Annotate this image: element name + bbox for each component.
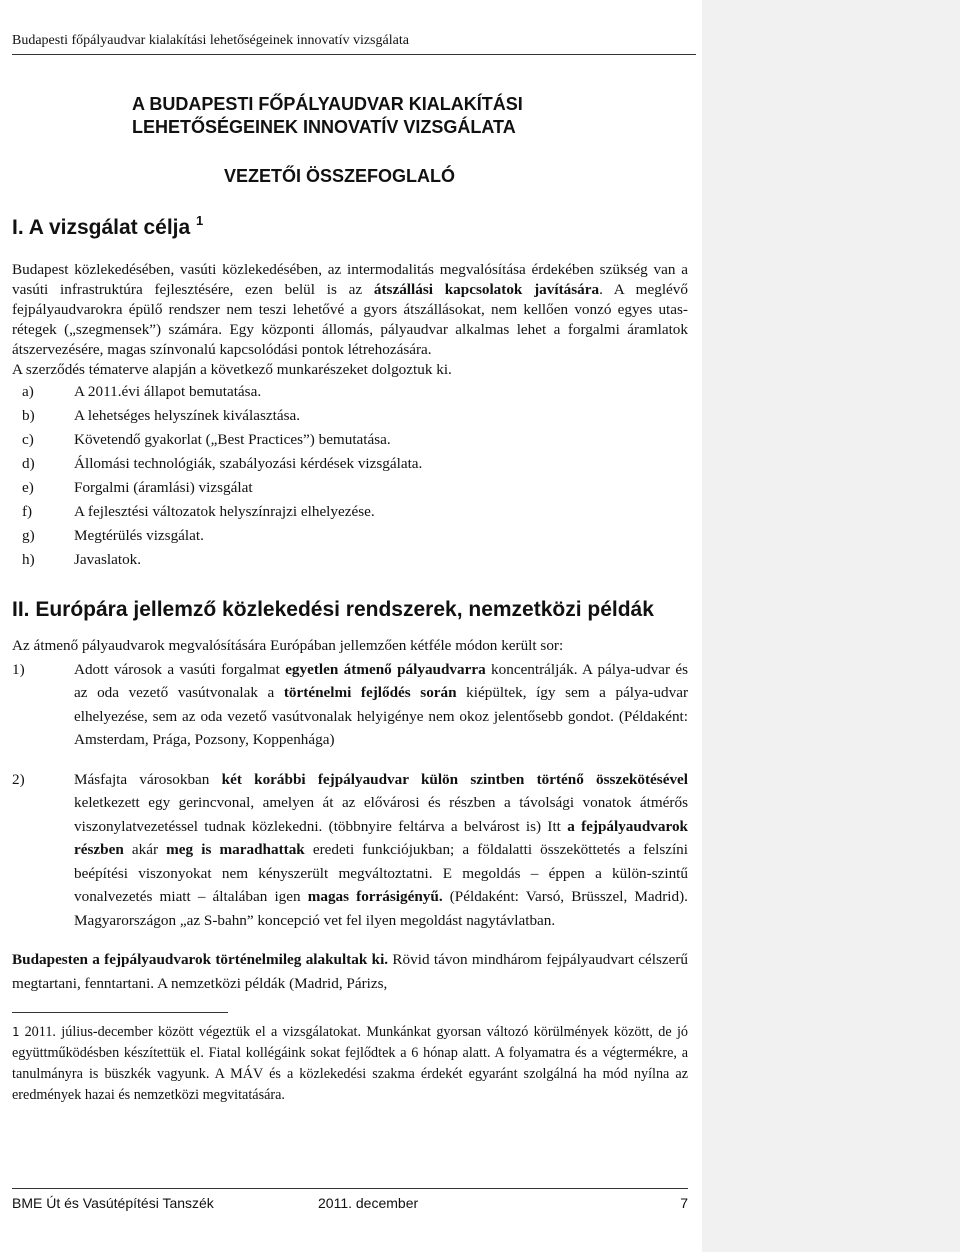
title-line-2: LEHETŐSÉGEINEK INNOVATÍV VIZSGÁLATA <box>132 117 516 137</box>
task-list <box>12 380 688 572</box>
section-2-closing <box>12 948 688 995</box>
footnote-text: 2011. július-december között végeztük el a vizsgálatokat. Munkánkat gyorsan változó körülmények között, de jó együttműködésben készítettük el. Fiatal kollégáink sokat fejlődtek a 6 hónap alatt. A folyamatra és a végtermékre, a tanulmányra is büszkék vagyunk. A MÁV és a közlekedési szakma érdekét egyaránt szolgálná ha mód nyílna az eredmények hazai és nemzetközi megvitatására. <box>12 1024 688 1103</box>
footnote-reference: 1 <box>196 213 204 228</box>
list-key: d) <box>22 455 35 472</box>
text: Rövid távon mindhárom fejpályaudvart célszerű megtartani, fenntartani. A nemzetközi példák (Madrid, Párizs, <box>12 951 688 992</box>
title-line-1: A BUDAPESTI FŐPÁLYAUDVAR KIALAKÍTÁSI <box>132 94 523 114</box>
list-item <box>12 452 688 476</box>
section-2-heading: II. Európára jellemző közlekedési rendszerek, nemzetközi példák <box>12 598 654 621</box>
bold-text: Budapesten a fejpályaudvarok történelmileg alakultak ki. <box>12 951 389 968</box>
list-text: A 2011.évi állapot bemutatása. <box>74 383 262 400</box>
item-number: 1) <box>12 660 25 678</box>
list-text: Követendő gyakorlat („Best Practices”) bemutatása. <box>74 431 391 448</box>
bold-text: magas forrásigényű. <box>307 888 443 905</box>
list-key: c) <box>22 431 34 448</box>
spacer <box>12 752 688 768</box>
item-number: 2) <box>12 770 25 788</box>
text: (Példaként: Varsó, Brüsszel, Madrid). Magyarországon „az S-bahn” koncepció vet fel ilyen megoldást nagytávlatban. <box>74 888 688 929</box>
footnote-mark: 1 <box>12 1025 20 1039</box>
section-1-paragraph-1 <box>12 260 688 360</box>
list-key: f) <box>22 503 33 520</box>
bold-text: meg is maradhattak <box>166 841 305 858</box>
list-item <box>12 500 688 524</box>
text: Másfajta városokban <box>74 770 222 788</box>
text: Budapest közlekedésében, vasúti közlekedésében, az intermodalitás megvalósítása érdekében szükség van a vasúti infrastruktúra fejlesztésére, ezen belül is az <box>12 261 688 298</box>
list-key: h) <box>22 551 35 568</box>
list-text: Forgalmi (áramlási) vizsgálat <box>74 479 253 496</box>
footer-organization: BME Út és Vasútépítési Tanszék <box>12 1195 214 1211</box>
list-item <box>12 476 688 500</box>
section-2-intro: Az átmenő pályaudvarok megvalósítására Európában jellemzően kétféle módon került sor: <box>12 637 564 654</box>
list-item <box>12 428 688 452</box>
list-text: A lehetséges helyszínek kiválasztása. <box>74 407 301 424</box>
bold-text: történelmi fejlődés során <box>283 684 457 701</box>
bold-text: egyetlen átmenő pályaudvarra <box>285 660 486 678</box>
text: koncentrálják. A pálya-udvar és az oda vezető vasútvonalak a <box>74 660 688 701</box>
list-text: A fejlesztési változatok helyszínrajzi elhelyezése. <box>74 503 375 520</box>
list-text: Megtérülés vizsgálat. <box>74 527 204 544</box>
text: Adott városok a vasúti forgalmat <box>74 660 286 678</box>
document-title <box>132 93 652 139</box>
bold-text: a fejpályaudvarok részben <box>74 817 688 858</box>
list-key: e) <box>22 479 34 496</box>
page-number: 7 <box>680 1195 688 1211</box>
text: akár <box>123 841 167 858</box>
text: keletkezett egy gerincvonal, amelyen át az elővárosi és részben a távolsági vonatok átmérős viszonylatvezetéssel tudnak közlekedni. (többnyire feltárva a belvárost is) Itt <box>74 794 688 835</box>
numbered-item-1 <box>12 658 688 752</box>
document-subtitle: VEZETŐI ÖSSZEFOGLALÓ <box>224 166 456 186</box>
footnote-separator <box>12 1012 228 1013</box>
bold-text: átszállási kapcsolatok javítására <box>373 281 600 298</box>
list-text: Javaslatok. <box>74 551 142 568</box>
list-item <box>12 404 688 428</box>
list-item <box>12 548 688 572</box>
comment-margin <box>702 0 960 1252</box>
section-1-paragraph-2: A szerződés tématerve alapján a következő munkarészeket dolgoztuk ki. <box>12 361 452 378</box>
footer-date: 2011. december <box>318 1195 419 1211</box>
numbered-item-2 <box>12 768 688 933</box>
list-key: b) <box>22 407 35 424</box>
list-key: g) <box>22 527 35 544</box>
section-1-body <box>12 260 688 572</box>
section-1-heading-text: I. A vizsgálat célja <box>12 216 191 239</box>
running-header: Budapesti főpályaudvar kialakítási lehetőségeinek innovatív vizsgálata <box>12 33 696 55</box>
section-2-body <box>12 634 688 995</box>
section-1-heading <box>12 213 203 240</box>
item-body <box>74 768 688 933</box>
text: . A meglévő fejpályaudvarokra épülő rendszer nem teszi lehetővé a gyors átszállásokat, nem kellően vonzó egyes utas-rétegek („szegmensek”) számára. Egy központi állomás, pályaudvar alkalmas lehet a forgalmi áramlatok átszervezésére, magas színvonalú kapcsolódási pontok létrehozására. <box>12 281 688 358</box>
list-item <box>12 380 688 404</box>
list-key: a) <box>22 383 34 400</box>
page-footer <box>12 1188 688 1211</box>
spacer <box>12 932 688 948</box>
text: kiépültek, így sem a pálya-udvar elhelyezése, sem az oda vezető vasútvonalak helyigénye nem okoz jelentősebb gondot. (Példaként: Amsterdam, Prága, Pozsony, Koppenhága) <box>74 684 689 748</box>
item-body <box>74 658 688 752</box>
bold-text: két korábbi fejpályaudvar külön szintben történő összekötésével <box>221 770 688 788</box>
footnote <box>12 1022 688 1106</box>
list-item <box>12 524 688 548</box>
text: eredeti funkciójukban; a földalatti összeköttetés a felszíni beépítési viszonyokat nem kényszerült megváltoztatni. E megoldás – éppen a külön-szintű vonalvezetés miatt – általában igen <box>74 841 689 905</box>
list-text: Állomási technológiák, szabályozási kérdések vizsgálata. <box>74 455 423 472</box>
